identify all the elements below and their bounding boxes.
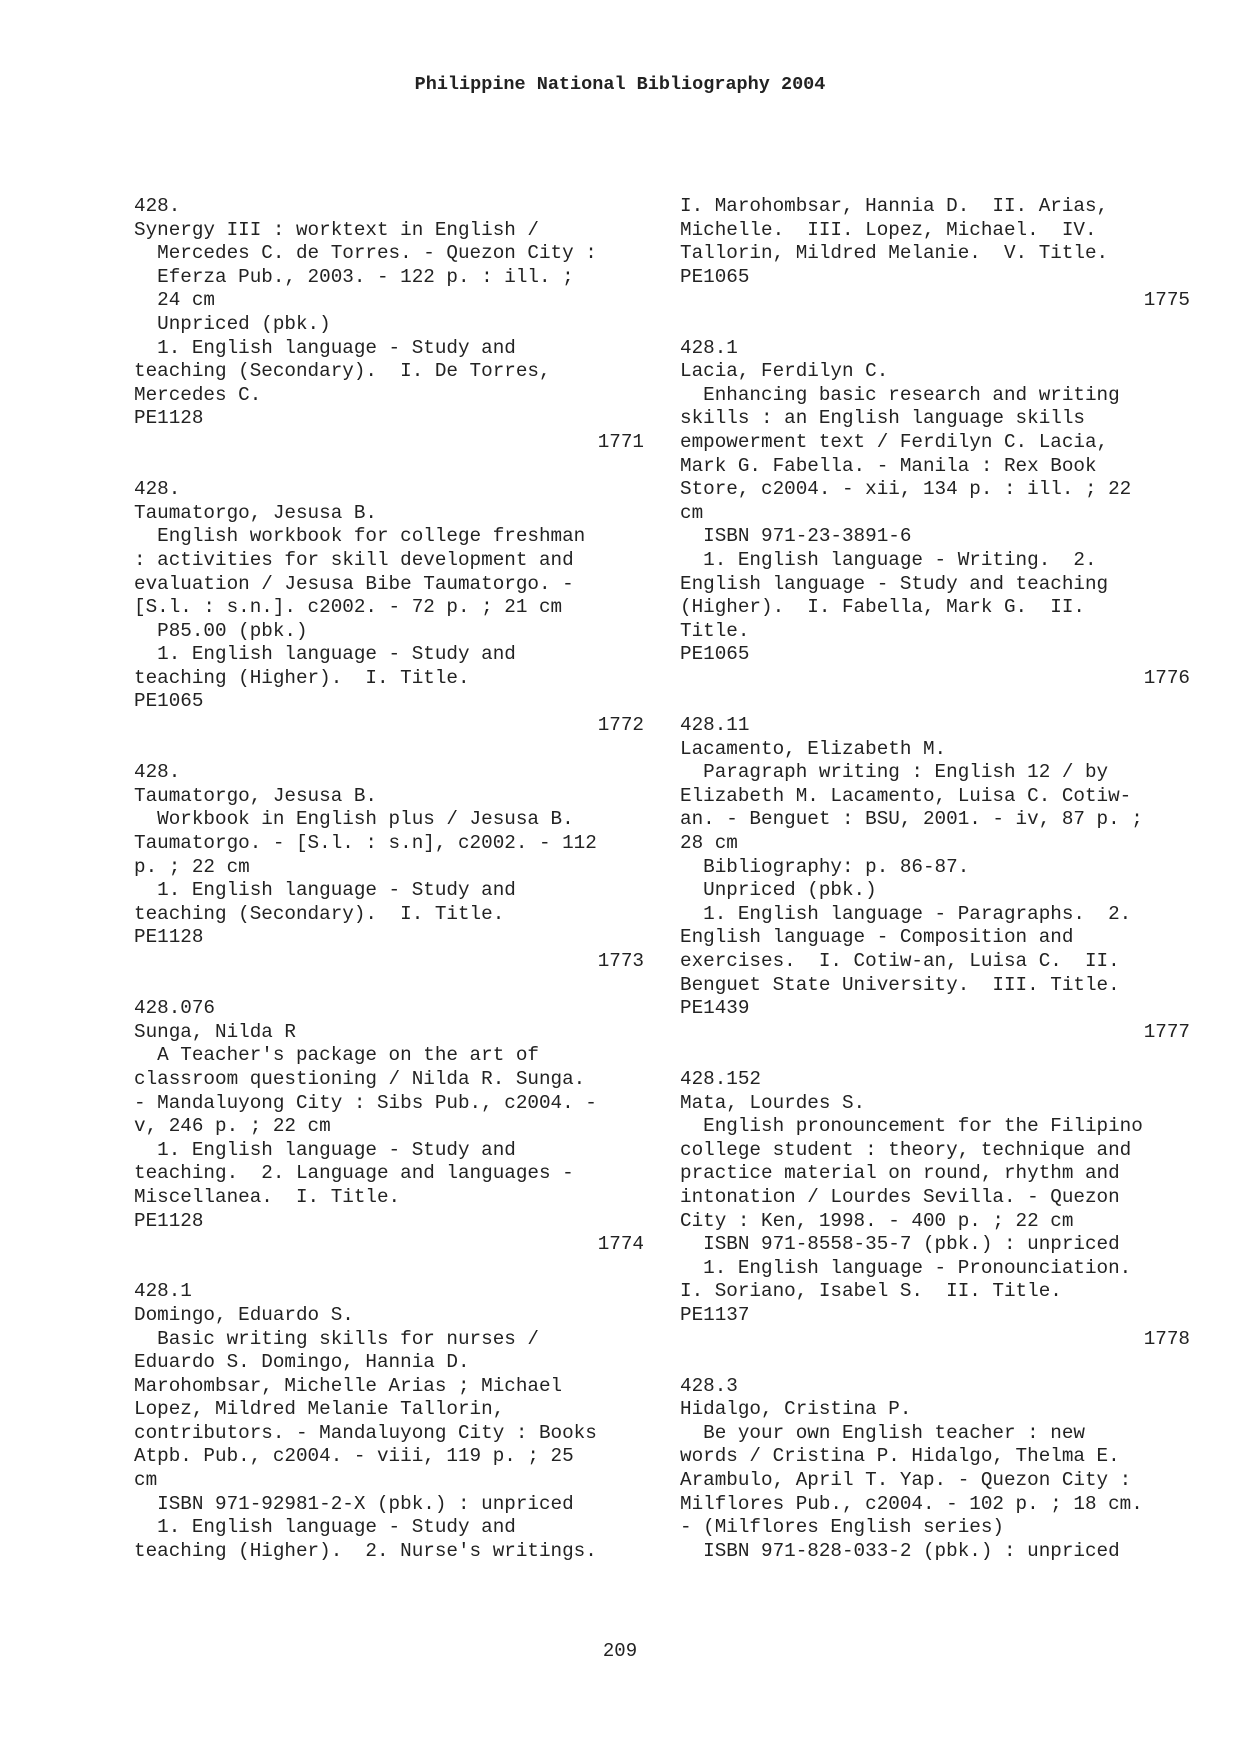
entry-line: (Higher). I. Fabella, Mark G. II. — [680, 596, 1085, 619]
entry-line: Atpb. Pub., c2004. - viii, 119 p. ; 25 — [134, 1445, 574, 1468]
entry-line: Michelle. III. Lopez, Michael. IV. — [680, 218, 1097, 241]
entry-spacer — [134, 455, 644, 479]
entry-line: teaching (Higher). I. Title. — [134, 666, 470, 689]
right-column — [680, 195, 1190, 1563]
entry-line: cm — [680, 501, 704, 524]
entry-line: Miscellanea. I. Title. — [134, 1185, 401, 1208]
entry-line: P85.00 (pbk.) — [134, 619, 308, 642]
entry-line: Marohombsar, Michelle Arias ; Michael — [134, 1374, 563, 1397]
entry-line: PE1065 — [680, 265, 750, 288]
entry-line: PE1128 — [134, 407, 204, 430]
entry-line: Mercedes C. — [134, 383, 262, 406]
entry-line: 428. — [134, 478, 181, 501]
entry-line: 1. English language - Study and — [134, 1138, 516, 1161]
entry-line: 428. — [134, 761, 181, 784]
page-number: 209 — [602, 1640, 638, 1662]
entry-line: Be your own English teacher : new — [680, 1421, 1085, 1444]
entry-line: intonation / Lourdes Sevilla. - Quezon — [680, 1185, 1120, 1208]
entry-line: English language - Study and teaching — [680, 572, 1109, 595]
entry-line: classroom questioning / Nilda R. Sunga. — [134, 1067, 586, 1090]
entry-number: 1774 — [597, 1233, 644, 1256]
entry-line: Mark G. Fabella. - Manila : Rex Book — [680, 454, 1097, 477]
entry-line: PE1065 — [680, 643, 750, 666]
entry-line: teaching (Higher). 2. Nurse's writings. — [134, 1539, 597, 1562]
entry-line: Enhancing basic research and writing — [680, 383, 1120, 406]
entry-line: PE1065 — [134, 690, 204, 713]
entry-line: an. - Benguet : BSU, 2001. - iv, 87 p. ; — [680, 808, 1143, 831]
entry-spacer — [680, 1044, 1190, 1068]
entry-line: Paragraph writing : English 12 / by — [680, 761, 1109, 784]
entry-line: English pronouncement for the Filipino — [680, 1115, 1143, 1138]
entry-line: Lacia, Ferdilyn C. — [680, 360, 889, 383]
entry-line: Tallorin, Mildred Melanie. V. Title. — [680, 242, 1109, 265]
entry-line: Unpriced (pbk.) — [134, 312, 331, 335]
entry-line: Elizabeth M. Lacamento, Luisa C. Cotiw- — [680, 784, 1132, 807]
entry-line: college student : theory, technique and — [680, 1138, 1132, 1161]
entry-line: Synergy III : worktext in English / — [134, 218, 539, 241]
entry-line: English language - Composition and — [680, 926, 1074, 949]
entry-line: ISBN 971-828-033-2 (pbk.) : unpriced — [680, 1539, 1120, 1562]
entry-spacer — [680, 690, 1190, 714]
entry-line: practice material on round, rhythm and — [680, 1162, 1120, 1185]
entry-line: ISBN 971-92981-2-X (pbk.) : unpriced — [134, 1492, 574, 1515]
entry-line: exercises. I. Cotiw-an, Luisa C. II. — [680, 950, 1120, 972]
entry-line: : activities for skill development and — [134, 548, 574, 571]
entry-spacer — [680, 313, 1190, 337]
entry-line: 1. English language - Study and — [134, 1516, 516, 1539]
entry-line: 28 cm — [680, 832, 738, 855]
entry-line: PE1128 — [134, 1209, 204, 1232]
entry-spacer — [134, 974, 644, 998]
entry-line: I. Marohombsar, Hannia D. II. Arias, — [680, 195, 1109, 217]
entry-line: English workbook for college freshman — [134, 525, 586, 548]
entry-line: teaching (Secondary). I. Title. — [134, 902, 505, 925]
left-column — [134, 195, 644, 1563]
entry-line: Title. — [680, 619, 750, 642]
entry-line: PE1439 — [680, 997, 750, 1020]
entry-line: Sunga, Nilda R — [134, 1020, 296, 1043]
entry-line: 428.1 — [134, 1280, 192, 1303]
entry-line: Store, c2004. - xii, 134 p. : ill. ; 22 — [680, 478, 1132, 501]
entry-line: Eferza Pub., 2003. - 122 p. : ill. ; — [134, 265, 574, 288]
entry-number: 1776 — [1143, 666, 1190, 689]
entry-line: Bibliography: p. 86-87. — [680, 855, 970, 878]
entry-line: - Mandaluyong City : Sibs Pub., c2004. - — [134, 1091, 597, 1114]
entry-line: contributors. - Mandaluyong City : Books — [134, 1421, 597, 1444]
entry-line: Milflores Pub., c2004. - 102 p. ; 18 cm. — [680, 1492, 1143, 1515]
entry-line: [S.l. : s.n.]. c2002. - 72 p. ; 21 cm — [134, 596, 563, 619]
entry-line: I. Soriano, Isabel S. II. Title. — [680, 1280, 1062, 1303]
entry-line: Eduardo S. Domingo, Hannia D. — [134, 1351, 470, 1374]
entry-spacer — [680, 1351, 1190, 1375]
entry-line: Arambulo, April T. Yap. - Quezon City : — [680, 1469, 1132, 1492]
entry-line: Unpriced (pbk.) — [680, 879, 877, 902]
entry-line: v, 246 p. ; 22 cm — [134, 1115, 331, 1138]
entry-line: Lacamento, Elizabeth M. — [680, 737, 947, 760]
entry-line: teaching. 2. Language and languages - — [134, 1162, 574, 1185]
entry-line: 1. English language - Study and — [134, 336, 516, 359]
entry-line: p. ; 22 cm — [134, 855, 250, 878]
entry-line: Lopez, Mildred Melanie Tallorin, — [134, 1398, 505, 1421]
entry-line: Mata, Lourdes S. — [680, 1091, 866, 1114]
entry-number: 1773 — [597, 950, 644, 972]
entry-line: Hidalgo, Cristina P. — [680, 1398, 912, 1421]
entry-line: 428.1 — [680, 336, 738, 359]
entry-line: 428.152 — [680, 1067, 761, 1090]
entry-line: 428.076 — [134, 997, 215, 1020]
entry-line: cm — [134, 1469, 158, 1492]
entry-line: ISBN 971-23-3891-6 — [680, 525, 912, 548]
entry-line: 428. — [134, 195, 181, 217]
entry-line: 1. English language - Writing. 2. — [680, 548, 1097, 571]
entry-line: Taumatorgo, Jesusa B. — [134, 784, 377, 807]
entry-line: Mercedes C. de Torres. - Quezon City : — [134, 242, 597, 265]
entry-number: 1772 — [597, 714, 644, 737]
entry-line: ISBN 971-8558-35-7 (pbk.) : unpriced — [680, 1233, 1120, 1256]
entry-line: 1. English language - Study and — [134, 643, 516, 666]
entry-line: 1. English language - Paragraphs. 2. — [680, 902, 1132, 925]
entry-line: 428.11 — [680, 714, 750, 737]
entry-line: words / Cristina P. Hidalgo, Thelma E. — [680, 1445, 1120, 1468]
page-header-title: Philippine National Bibliography 2004 — [414, 74, 826, 95]
entry-line: Basic writing skills for nurses / — [134, 1327, 539, 1350]
entry-line: Workbook in English plus / Jesusa B. — [134, 808, 574, 831]
entry-line: Taumatorgo. - [S.l. : s.n], c2002. - 112 — [134, 832, 597, 855]
entry-line: PE1128 — [134, 926, 204, 949]
entry-line: 1. English language - Pronounciation. — [680, 1256, 1132, 1279]
entry-line: A Teacher's package on the art of — [134, 1044, 539, 1067]
entry-number: 1778 — [1143, 1327, 1190, 1350]
entry-line: empowerment text / Ferdilyn C. Lacia, — [680, 430, 1109, 453]
entry-line: teaching (Secondary). I. De Torres, — [134, 360, 551, 383]
entry-line: - (Milflores English series) — [680, 1516, 1004, 1539]
entry-number: 1771 — [597, 430, 644, 453]
entry-line: City : Ken, 1998. - 400 p. ; 22 cm — [680, 1209, 1074, 1232]
entry-line: 24 cm — [134, 289, 215, 312]
entry-line: Taumatorgo, Jesusa B. — [134, 501, 377, 524]
entry-line: evaluation / Jesusa Bibe Taumatorgo. - — [134, 572, 574, 595]
entry-number: 1775 — [1143, 289, 1190, 312]
entry-line: Benguet State University. III. Title. — [680, 973, 1120, 996]
entry-line: 1. English language - Study and — [134, 879, 516, 902]
entry-line: PE1137 — [680, 1303, 750, 1326]
entry-spacer — [134, 738, 644, 762]
entry-number: 1777 — [1143, 1020, 1190, 1043]
entry-line: Domingo, Eduardo S. — [134, 1303, 354, 1326]
entry-line: 428.3 — [680, 1374, 738, 1397]
entry-line: skills : an English language skills — [680, 407, 1085, 430]
entry-spacer — [134, 1257, 644, 1281]
